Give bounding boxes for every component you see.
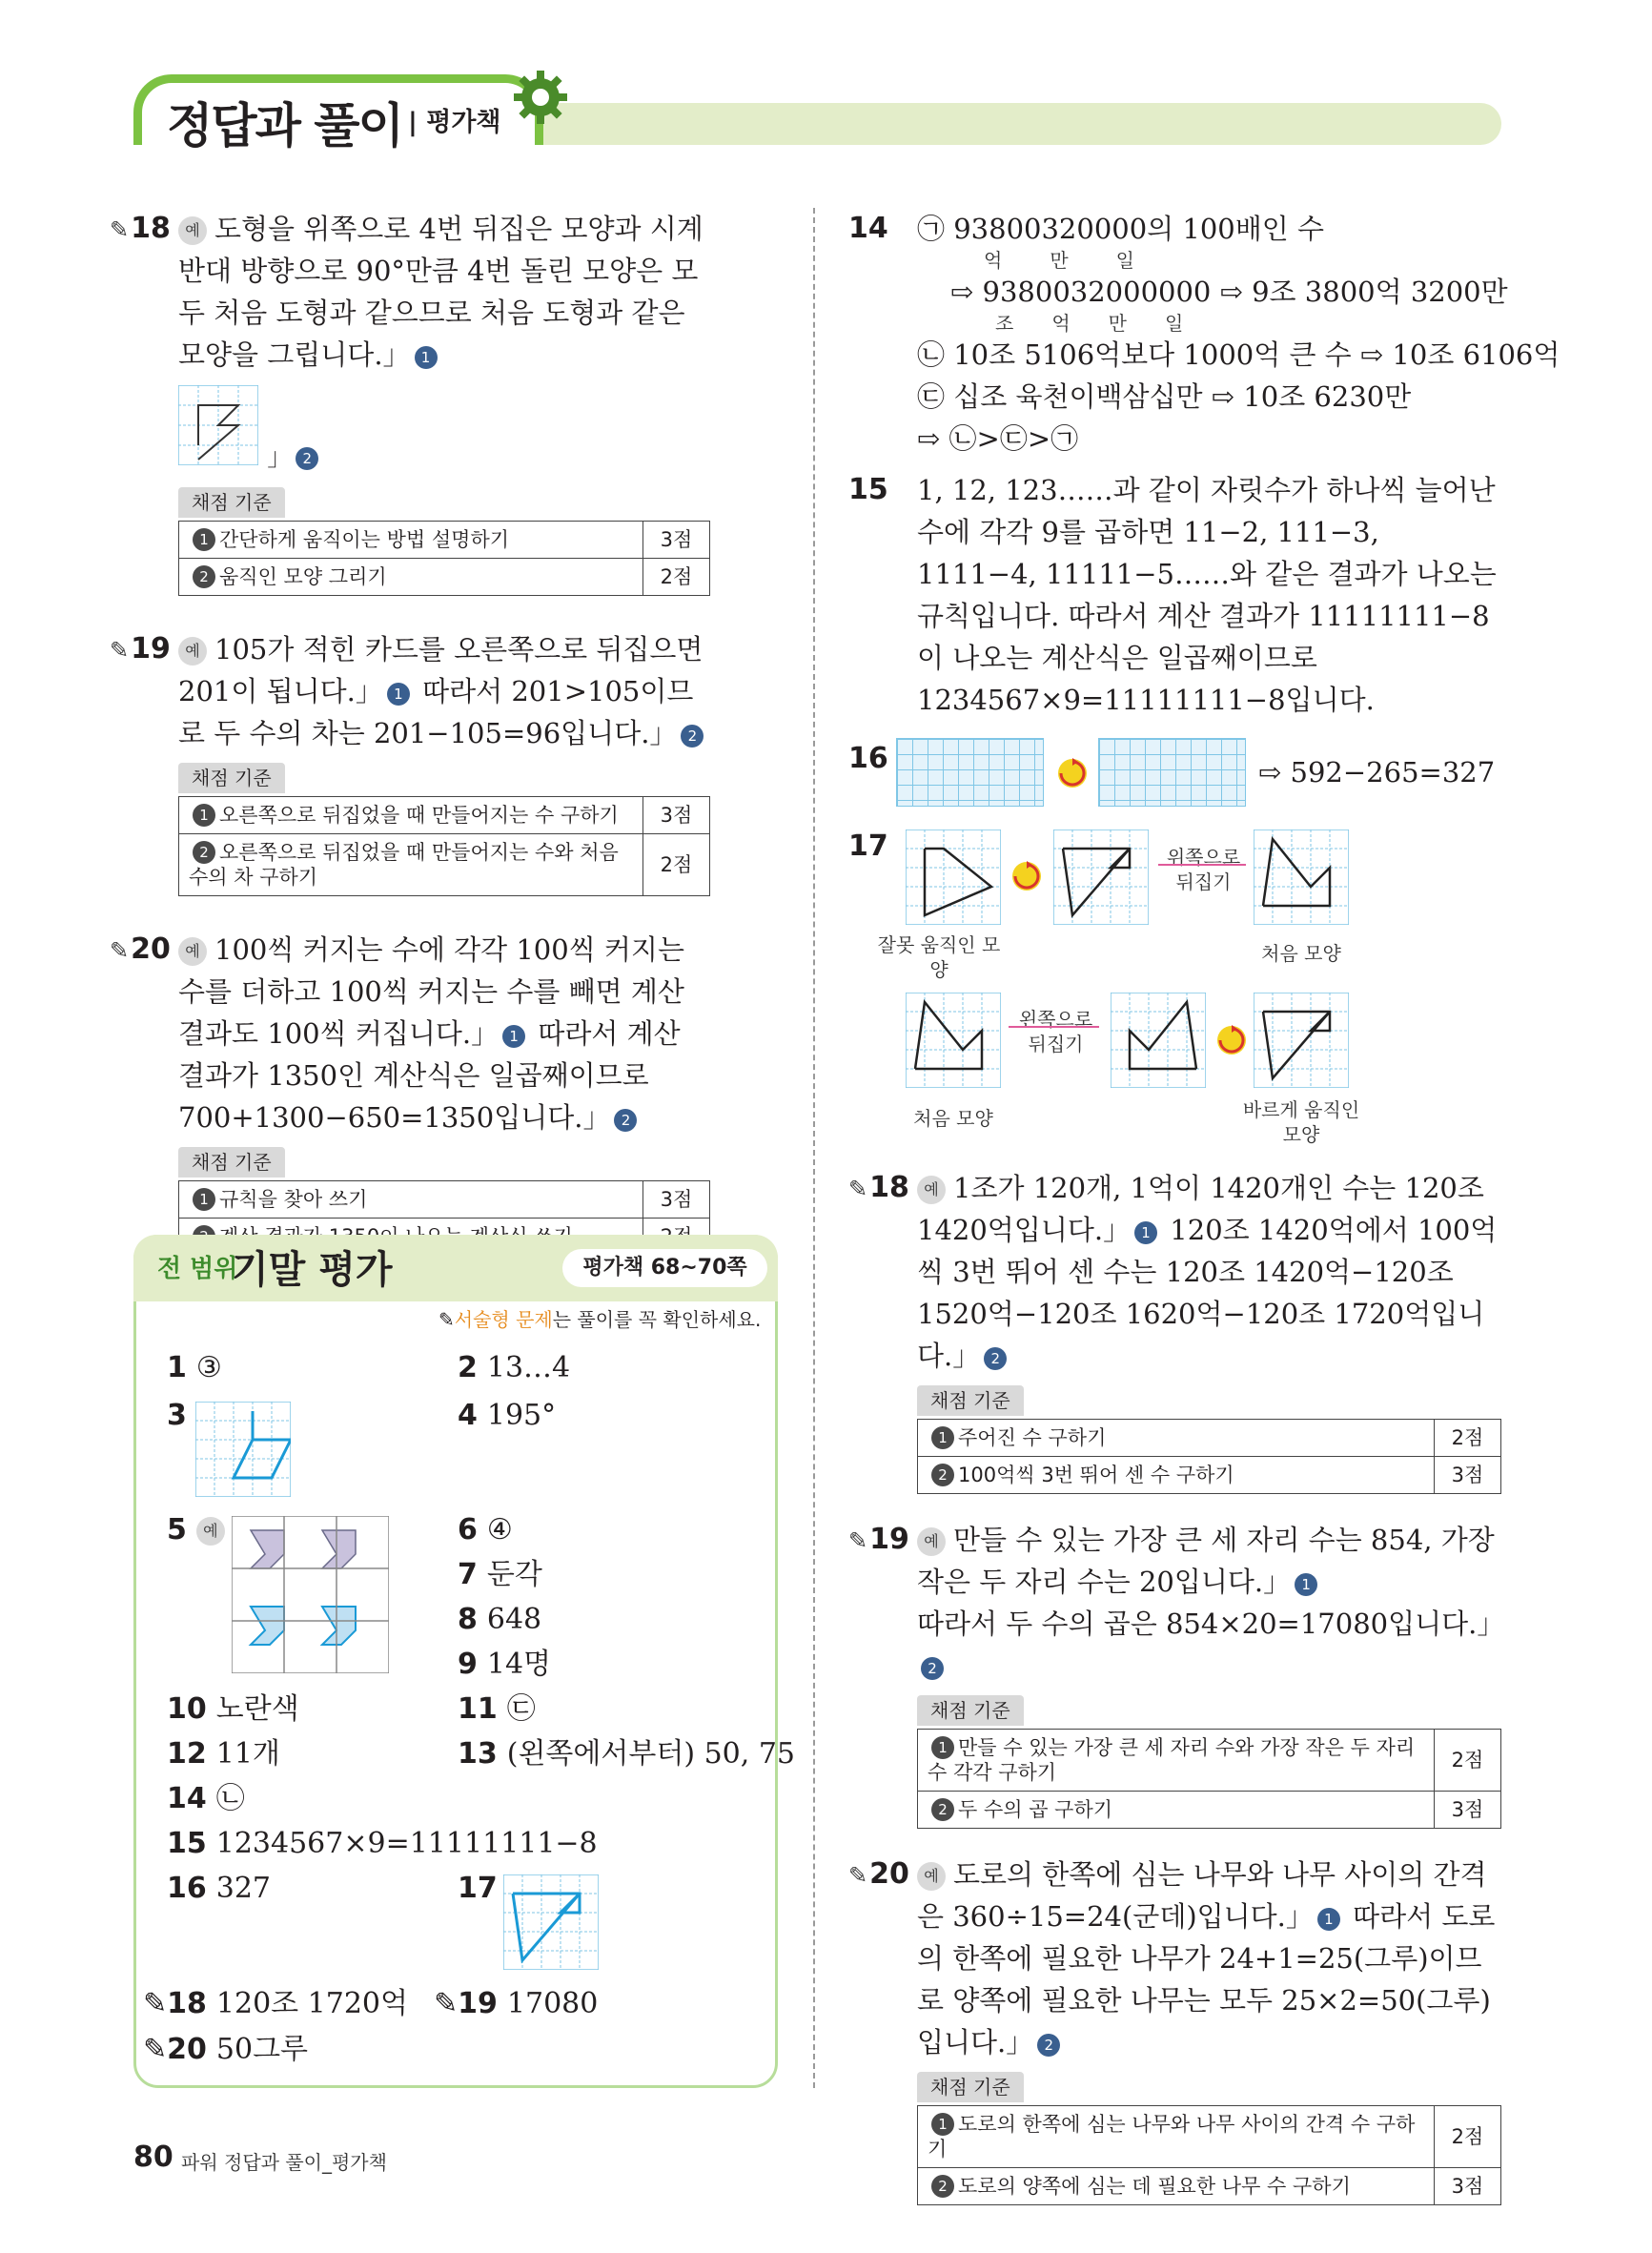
table-row: 2 움직인 모양 그리기 2점 (179, 559, 710, 596)
page-number: 80 (133, 2140, 173, 2174)
problem-20 (110, 929, 710, 1256)
mark-1: 1 (1317, 1908, 1340, 1931)
criteria-table (917, 2105, 1501, 2205)
problem-number: ✎18 (848, 1171, 909, 1204)
place-units-1: 억 만 일 (984, 249, 1134, 272)
mark-1: 1 (1295, 1573, 1317, 1596)
problem-text: 예 1조가 120개, 1억이 1420개인 수는 120조 1420억입니다.」 1 120조 1420억에서 100억씩 3번 뛰어 센 수는 120조 1420억−120조 1520억−120조 1620억−120조 1720억입니다.」 2 (917, 1172, 1498, 1372)
label-original-1: 처음 모양 (1261, 942, 1341, 965)
pencil-icon: ✎ (848, 1176, 868, 1202)
answer-grid-figure (178, 385, 258, 465)
table-row: 2 도로의 양쪽에 심는 데 필요한 나무 수 구하기 3점 (918, 2168, 1501, 2205)
problem-text: 예 100씩 커지는 수에 각각 100씩 커지는 수를 더하고 100씩 커지는 수를 빼면 계산 결과도 100씩 커집니다.」 1 따라서 계산 결과가 1350인 계산식은 일곱째이므로 700+1300−650=1350입니다.」 2 (178, 933, 684, 1134)
exam-title: 기말 평가 (232, 1248, 393, 1292)
answer-item: ✎18 120조 1720억 (143, 1987, 408, 2020)
pencil-icon: ✎ (434, 1987, 459, 2020)
answer-17-figure (503, 1874, 599, 1970)
line-5: ⇨ ㉡>㉢>㉠ (917, 422, 1079, 455)
label-flip-left: 왼쪽으로 뒤집기 (1018, 1008, 1093, 1055)
table-row: 1 규칙을 찾아 쓰기 3점 (179, 1181, 710, 1219)
line-1: ㉠ 93800320000의 100배인 수 (917, 213, 1325, 245)
answer-item: 3 (167, 1399, 187, 1432)
problem-number: ✎20 (110, 932, 171, 966)
problem-text: 예 만들 수 있는 가장 큰 세 자리 수는 854, 가장 작은 두 자리 수는 20입니다.」 1 따라서 두 수의 곱은 854×20=17080입니다.」2 (917, 1519, 1501, 1687)
answer-item: 17 (458, 1872, 498, 1905)
problem-number: 16 (848, 742, 888, 775)
criteria-label: 채점 기준 (178, 763, 285, 793)
problem-number: ✎19 (110, 632, 171, 666)
criteria-label: 채점 기준 (917, 1385, 1024, 1416)
rotate-icon (1010, 860, 1043, 892)
problem-number: 15 (848, 473, 888, 506)
problem-number: ✎18 (110, 212, 171, 245)
table-row: 1 만들 수 있는 가장 큰 세 자리 수와 가장 작은 두 자리 수 각각 구하기 2점 (918, 1730, 1501, 1792)
criteria-label: 채점 기준 (178, 487, 285, 518)
left-column (110, 208, 710, 1273)
label-flip-up: 위쪽으로 뒤집기 (1166, 846, 1241, 893)
pencil-icon: ✎ (110, 937, 130, 964)
example-badge: 예 (178, 637, 207, 666)
problem-number: ✎20 (848, 1857, 909, 1891)
pencil-icon: ✎ (143, 2033, 168, 2066)
example-badge: 예 (917, 1862, 946, 1891)
pencil-icon: ✎ (110, 637, 130, 664)
mark-2: 2 (614, 1109, 637, 1132)
column-divider (813, 208, 815, 2088)
original-shape-figure-2 (906, 993, 1001, 1088)
answer-item: ✎20 50그루 (143, 2033, 309, 2066)
table-row: 2 두 수의 곱 구하기 3점 (918, 1792, 1501, 1829)
problem-text: 예 105가 적힌 카드를 오른쪽으로 뒤집으면 201이 됩니다.」 1 따라서 201>105이므로 두 수의 차는 201−105=96입니다.」 2 (178, 633, 704, 749)
table-row: 2 오른쪽으로 뒤집었을 때 만들어지는 수와 처음 수의 차 구하기 2점 (179, 834, 710, 896)
label-original-2: 처음 모양 (913, 1107, 993, 1130)
mark-2: 2 (984, 1347, 1007, 1370)
answer-item: 5 예 (167, 1511, 233, 1549)
mark-1: 1 (387, 683, 410, 706)
rotate-icon (1056, 757, 1089, 789)
exam-note: ✎서술형 문제는 풀이를 꼭 확인하세요. (438, 1308, 762, 1331)
problem-16 (848, 738, 1501, 809)
problem-number: 17 (848, 830, 888, 863)
exam-pages-badge: 평가책 68~70쪽 (562, 1249, 767, 1287)
answer-5-figure (232, 1516, 389, 1673)
criteria-label: 채점 기준 (917, 1695, 1024, 1726)
pencil-icon: ✎ (438, 1308, 455, 1331)
table-row: 2 100억씩 3번 뛰어 센 수 구하기 3점 (918, 1457, 1501, 1494)
answer-item: 15 1234567×9=11111111−8 (167, 1827, 598, 1860)
example-badge: 예 (917, 1527, 946, 1556)
answer-item: 4 195° (458, 1399, 557, 1432)
mark-1: 1 (415, 346, 438, 369)
grid-card-2 (1098, 738, 1246, 818)
line-3: ㉡ 10조 5106억보다 1000억 큰 수 ⇨ 10조 6106억 (917, 338, 1560, 371)
problem-text: 1, 12, 123……과 같이 자릿수가 하나씩 늘어난 수에 각각 9를 곱하면 11−2, 111−3, 1111−4, 11111−5……와 같은 결과가 나오는 규칙입니다. 따라서 계산 결과가 11111111−8이 나오는 계산식은 일곱째이므로 1234567×9=11111111−8입니다. (917, 474, 1497, 716)
problem-16-result: ⇨ 592−265=327 (1258, 756, 1496, 789)
answer-item: 8 648 (458, 1603, 542, 1636)
problem-19 (110, 628, 710, 896)
table-row: 1 도로의 한쪽에 심는 나무와 나무 사이의 간격 수 구하기 2점 (918, 2106, 1501, 2168)
line-4: ㉢ 십조 육천이백삼십만 ⇨ 10조 6230만 (917, 380, 1412, 413)
problem-15 (848, 469, 1501, 721)
mark-2: 2 (296, 447, 318, 470)
answer-item: 14 ㉡ (167, 1782, 245, 1815)
problem-18-right (848, 1167, 1501, 1494)
mark-1: 1 (1134, 1221, 1157, 1244)
problem-19-right (848, 1519, 1505, 1829)
page-subtitle: | 평가책 (408, 108, 501, 137)
label-correct-shape: 바르게 움직인 모양 (1242, 1098, 1360, 1146)
answer-item: 7 둔각 (458, 1558, 542, 1591)
correct-shape-figure (1254, 993, 1349, 1088)
grid-card-1 (896, 738, 1044, 818)
pencil-icon: ✎ (110, 216, 130, 243)
criteria-label: 채점 기준 (917, 2072, 1024, 2102)
answer-item: 1 ③ (167, 1351, 222, 1384)
answer-item: 11 ㉢ (458, 1692, 536, 1726)
table-row: 1 오른쪽으로 뒤집었을 때 만들어지는 수 구하기 3점 (179, 797, 710, 834)
criteria-table (178, 796, 710, 896)
footer-text: 파워 정답과 풀이_평가책 (181, 2151, 387, 2174)
pencil-icon: ✎ (848, 1527, 868, 1554)
mark-2: 2 (1037, 2034, 1060, 2057)
criteria-label: 채점 기준 (178, 1147, 285, 1178)
problem-text: 예 도로의 한쪽에 심는 나무와 나무 사이의 간격은 360÷15=24(군데)입니다.」 1 따라서 도로의 한쪽에 필요한 나무가 24+1=25(그루)이므로 양쪽에 필요한 나무는 모두 25×2=50(그루)입니다.」 2 (917, 1858, 1496, 2058)
pencil-icon: ✎ (848, 1862, 868, 1889)
problem-18 (110, 208, 710, 596)
arrow-right-icon (1158, 864, 1246, 866)
example-badge: 예 (178, 216, 207, 245)
gear-icon (510, 67, 571, 128)
answer-item: ✎19 17080 (434, 1987, 599, 2020)
mark-2: 2 (681, 725, 704, 748)
answer-item: 12 11개 (167, 1737, 280, 1771)
answer-item: 2 13…4 (458, 1351, 571, 1384)
criteria-table (917, 1729, 1501, 1829)
mark-2: 2 (921, 1657, 944, 1680)
line-2: ⇨ 9380032000000 ⇨ 9조 3800억 3200만 (950, 276, 1508, 308)
problem-number: ✎19 (848, 1523, 909, 1556)
answer-item: 10 노란색 (167, 1692, 299, 1726)
final-exam-box (133, 1235, 778, 2088)
table-row: 1 주어진 수 구하기 2점 (918, 1420, 1501, 1457)
example-badge: 예 (178, 937, 207, 966)
original-shape-figure-1 (1254, 830, 1349, 925)
middle-shape-figure (1053, 830, 1149, 925)
answer-item: 9 14명 (458, 1648, 552, 1681)
answer-figure-row: 」 2 (178, 385, 710, 479)
criteria-table (917, 1419, 1501, 1494)
right-column (848, 208, 1560, 2222)
exam-scope: 전 범위 (157, 1255, 238, 1283)
answer-item: 16 327 (167, 1872, 272, 1905)
example-badge: 예 (917, 1176, 946, 1204)
problem-text: 예 도형을 위쪽으로 4번 뒤집은 모양과 시계 반대 방향으로 90°만큼 4번 돌린 모양은 모두 처음 도형과 같으므로 처음 도형과 같은 모양을 그립니다.」 1 (178, 213, 704, 371)
pencil-icon: ✎ (143, 1987, 168, 2020)
table-row: 1 간단하게 움직이는 방법 설명하기 3점 (179, 522, 710, 559)
page-title: 정답과 풀이 (167, 98, 402, 154)
problem-number: 14 (848, 212, 888, 245)
problem-14 (848, 208, 1560, 460)
answer-item: 6 ④ (458, 1513, 513, 1546)
criteria-table (178, 521, 710, 596)
answer-3-figure (195, 1402, 291, 1497)
arrow-right-icon (1009, 1026, 1099, 1028)
rotate-icon (1215, 1024, 1248, 1056)
mark-1: 1 (502, 1025, 525, 1048)
label-wrong-shape: 잘못 움직인 모양 (877, 933, 1001, 981)
problem-17 (848, 826, 1501, 1150)
example-badge: 예 (196, 1517, 225, 1546)
answer-item: 13 (왼쪽에서부터) 50, 75 (458, 1737, 795, 1771)
wrong-shape-figure (906, 830, 1001, 925)
place-units-2: 조 억 만 일 (995, 312, 1184, 335)
flipped-shape-figure (1111, 993, 1206, 1088)
problem-20-right (848, 1854, 1501, 2205)
